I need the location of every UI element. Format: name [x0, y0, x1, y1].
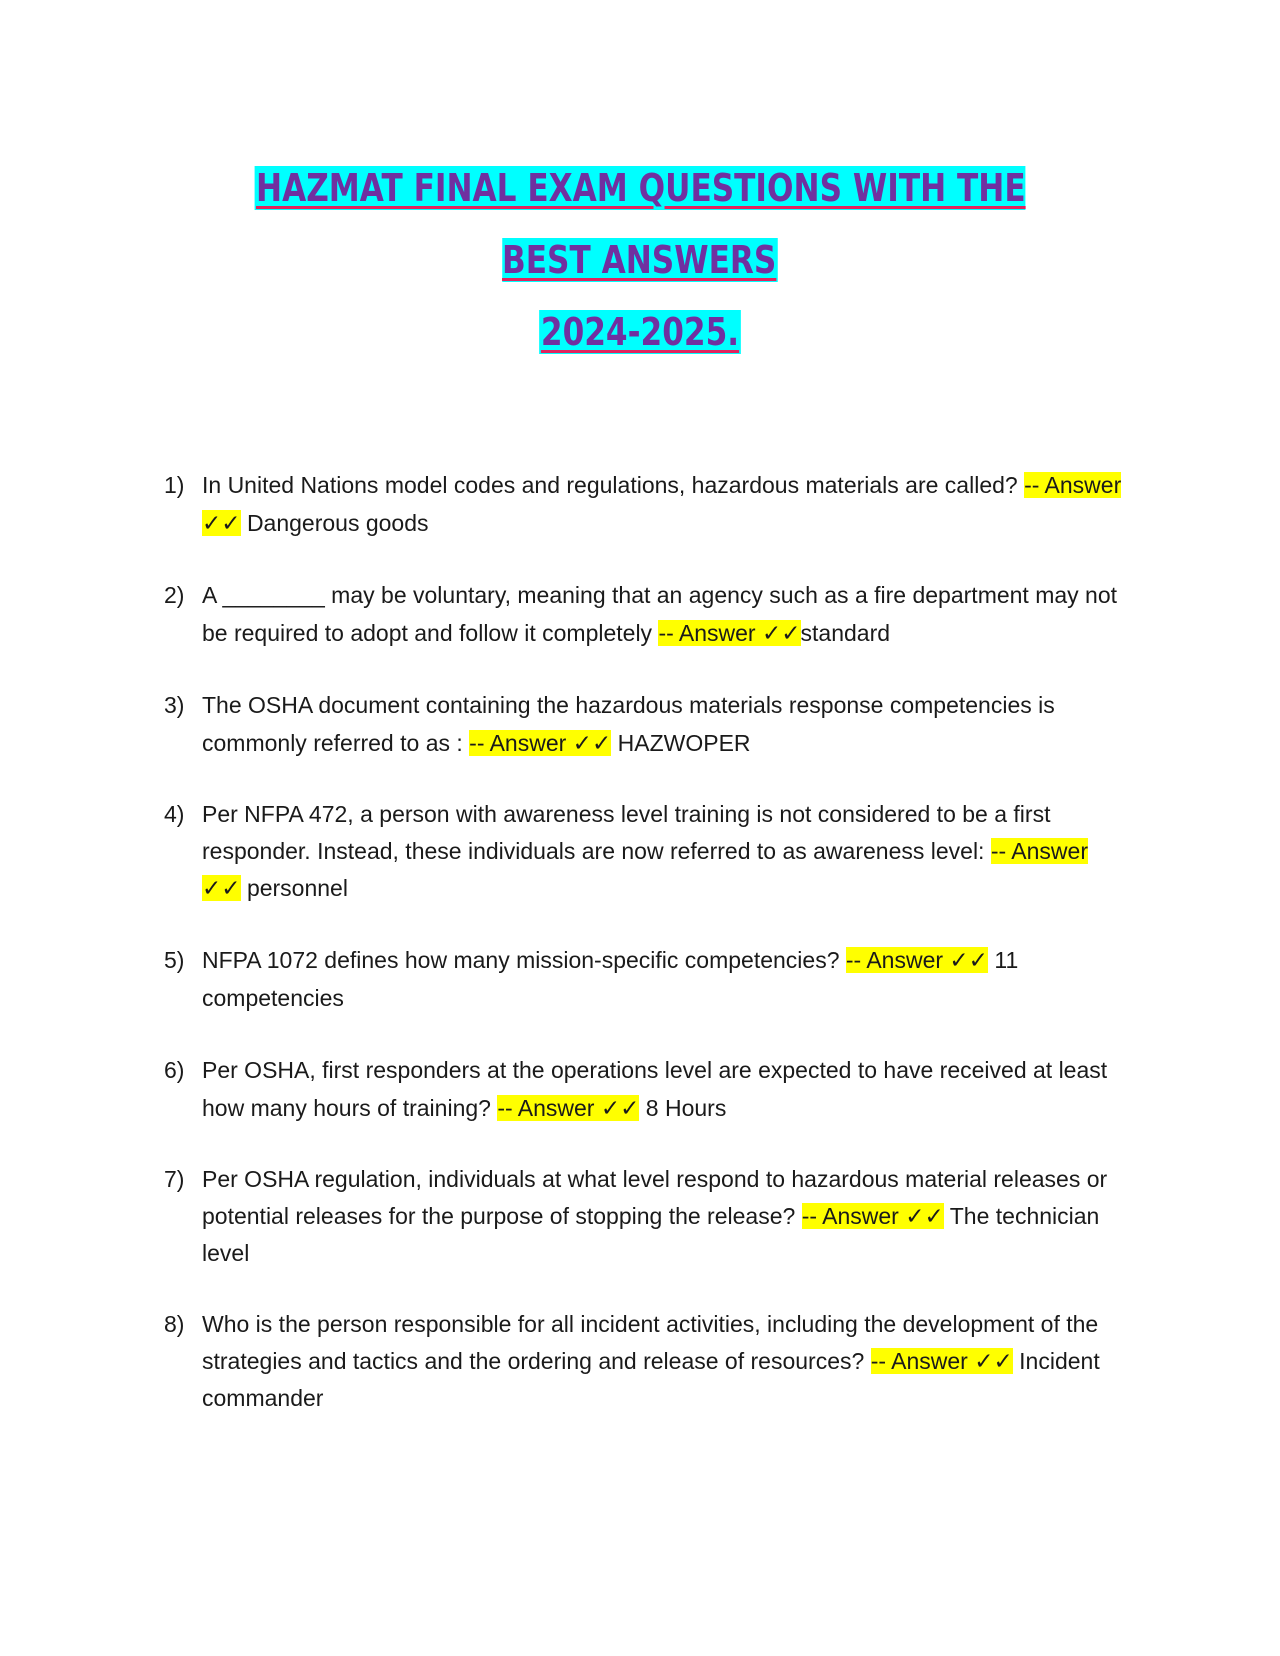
question-item [160, 686, 1126, 762]
answer-text: 8 Hours [645, 1095, 727, 1121]
question-item [160, 1306, 1126, 1417]
title-line-1: HAZMAT FINAL EXAM QUESTIONS WITH THE BEST ANSWERS [255, 166, 1026, 282]
question-number: 3) [164, 692, 185, 718]
question-text: In United Nations model codes and regulations, hazardous materials are called? [202, 472, 1018, 498]
question-number: 2) [164, 582, 185, 608]
question-number: 8) [164, 1311, 185, 1337]
question-text: The OSHA document containing the hazardous materials response competencies is commonly referred to as : [202, 692, 1055, 756]
question-number: 7) [164, 1166, 185, 1192]
question-text: Per NFPA 472, a person with awareness level training is not considered to be a first responder. Instead, these individuals are now referred to as awareness level: [202, 801, 1051, 864]
question-item [160, 576, 1126, 652]
question-text: NFPA 1072 defines how many mission-specific competencies? [202, 947, 840, 973]
question-text: A ________ may be voluntary, meaning that an agency such as a fire department may not be required to adopt and follow it completely [202, 582, 1118, 646]
question-text: Per OSHA, first responders at the operations level are expected to have received at least how many hours of training? [202, 1057, 1108, 1121]
answer-text: Incident commander [202, 1348, 1100, 1411]
answer-text: standard [800, 620, 891, 646]
question-item [160, 466, 1126, 542]
answer-marker: -- Answer ✓✓ [658, 620, 801, 646]
answer-marker: -- Answer ✓✓ [202, 838, 1088, 901]
answer-marker: -- Answer ✓✓ [497, 1095, 640, 1121]
question-item [160, 796, 1126, 907]
answer-marker: -- Answer ✓✓ [845, 947, 988, 973]
question-number: 4) [164, 801, 185, 827]
answer-text: Dangerous goods [246, 510, 429, 536]
question-number: 5) [164, 947, 185, 973]
question-item [160, 1051, 1126, 1127]
answer-marker: -- Answer ✓✓ [469, 730, 612, 756]
answer-marker: -- Answer ✓✓ [870, 1348, 1013, 1374]
title-line-2: 2024-2025. [540, 310, 740, 354]
document-title [238, 152, 1042, 368]
answer-text: HAZWOPER [617, 730, 751, 756]
question-list [160, 466, 1126, 1417]
answer-text: The technician level [202, 1203, 1100, 1266]
question-number: 1) [164, 472, 185, 498]
question-text: Per OSHA regulation, individuals at what level respond to hazardous material releases or potential releases for the purpose of stopping the release? [202, 1166, 1108, 1229]
question-number: 6) [164, 1057, 185, 1083]
answer-marker: -- Answer ✓✓ [202, 472, 1122, 536]
answer-text: personnel [246, 875, 348, 901]
answer-marker: -- Answer ✓✓ [801, 1203, 944, 1229]
answer-text: 11 competencies [202, 947, 1019, 1011]
question-text: Who is the person responsible for all incident activities, including the development of the strategies and tactics and the ordering and release of resources? [202, 1311, 1099, 1374]
question-item [160, 941, 1126, 1017]
question-item [160, 1161, 1126, 1272]
